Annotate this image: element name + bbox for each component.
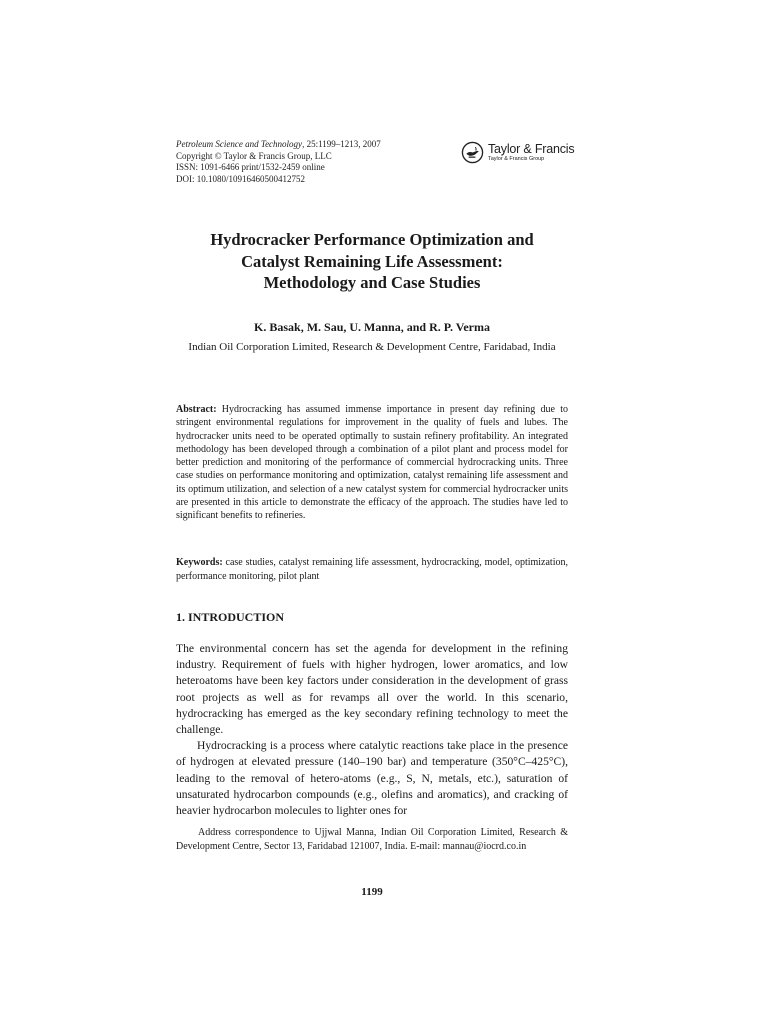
- taylor-francis-lamp-icon: [461, 141, 484, 164]
- title-line-3: Methodology and Case Studies: [263, 273, 481, 292]
- article-title: [176, 229, 568, 294]
- keywords-text: case studies, catalyst remaining life assessment, hydrocracking, model, optimization, performance monitoring, pilot plant: [176, 557, 568, 582]
- copyright-line: Copyright © Taylor & Francis Group, LLC: [176, 150, 332, 161]
- volume-pages-year: , 25:1199–1213, 2007: [302, 139, 381, 149]
- correspondence-footnote: Address correspondence to Ujjwal Manna, Indian Oil Corporation Limited, Research & Development Centre, Sector 13, Faridabad 121007, India. E-mail: mannau@iocrd.co.in: [176, 827, 568, 852]
- abstract: [176, 403, 568, 523]
- title-line-2: Catalyst Remaining Life Assessment:: [241, 251, 503, 271]
- affiliation: Indian Oil Corporation Limited, Research & Development Centre, Faridabad, India: [188, 341, 556, 353]
- publisher-logo: [461, 141, 574, 164]
- publisher-name: Taylor & Francis: [488, 142, 575, 156]
- citation-block: [176, 139, 381, 185]
- publisher-group: Taylor & Francis Group: [488, 156, 545, 162]
- citation-line: [176, 139, 381, 151]
- paragraph: Hydrocracking is a process where catalytic reactions take place in the presence of hydrogen at elevated pressure (140–190 bar) and temperature (350°C–425°C), leading to the removal of hetero-atoms (e.g., S, N, metals, etc.), saturation of unsaturated hydrocarbon compounds (e.g., olefins and aromatics), and cracking of heavier hydrocarbon molecules to lighter ones for: [176, 739, 568, 818]
- author-list: K. Basak, M. Sau, U. Manna, and R. P. Verma: [254, 320, 490, 334]
- doi-line: DOI: 10.1080/10916460500412752: [176, 173, 305, 184]
- title-line-1: Hydrocracker Performance Optimization and: [210, 230, 534, 249]
- issn-line: ISSN: 1091-6466 print/1532-2459 online: [176, 162, 325, 173]
- paragraph: The environmental concern has set the agenda for development in the refining industry. Requirement of fuels with higher hydrogen, lower aromatics, and low heteroatoms have been key factors under consideration in the development of grass root projects as well as for revamps all over the world. In this scenario, hydrocracking has emerged as the key secondary refining technology to meet the challenge.: [176, 642, 568, 737]
- section-heading: 1. INTRODUCTION: [176, 610, 285, 624]
- keywords: [176, 556, 568, 584]
- introduction-body: [176, 641, 568, 819]
- page-number: 1199: [361, 886, 383, 898]
- abstract-text: Hydrocracking has assumed immense importance in present day refining due to stringent environmental regulations for improvement in the quality of fuels and lubes. The hydrocracker units need to be operated optimally to sustain refinery profitability. An integrated methodology has been developed through a combination of a pilot plant and process model for better prediction and monitoring of the performance of commercial hydrocracking units. Three case studies on performance monitoring and optimization, catalyst remaining life assessment and its optimum utilization, and selection of a new catalyst system for commercial hydrocracker units are presented in this article to demonstrate the efficacy of the approach. The studies have led to significant benefits to refineries.: [176, 404, 569, 522]
- keywords-label: Keywords:: [176, 557, 223, 568]
- abstract-label: Abstract:: [176, 404, 217, 415]
- journal-name: Petroleum Science and Technology: [176, 139, 303, 149]
